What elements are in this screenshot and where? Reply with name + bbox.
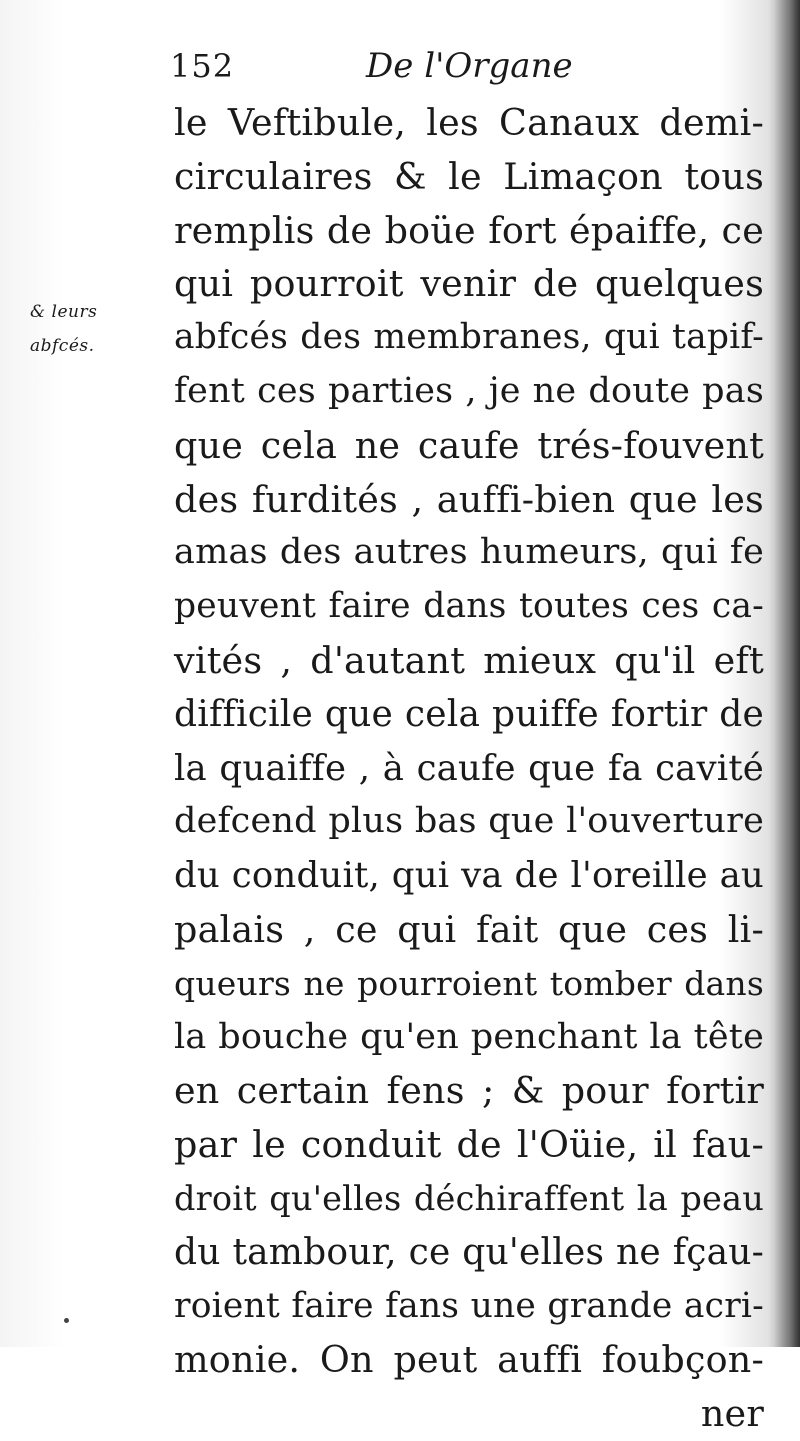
text-line: queurs ne pourroient tomber dans — [174, 963, 764, 1003]
text-line: monie. On peut auffi foubçon- — [174, 1338, 764, 1382]
text-line: le Veftibule, les Canaux demi- — [174, 101, 764, 144]
page-number: 152 — [170, 47, 235, 85]
text-line: droit qu'elles déchiraffent la peau — [174, 1178, 764, 1218]
body-text — [174, 96, 764, 1441]
text-line: amas des autres humeurs, qui fe — [174, 532, 764, 573]
text-line: remplis de boüe fort épaiffe, ce — [174, 208, 764, 252]
ink-smudge — [64, 1318, 69, 1323]
text-line: defcend plus bas que l'ouverture — [174, 801, 764, 842]
text-line: qui pourroit venir de quelques — [174, 262, 764, 306]
text-line: circulaires & le Limaçon tous — [174, 154, 764, 198]
text-line: vités , d'autant mieux qu'il eft — [174, 638, 764, 682]
page-gutter-shadow — [774, 0, 800, 1347]
text-line: la quaiffe , à caufe que fa cavité — [174, 747, 764, 789]
text-line: la bouche qu'en penchant la tête — [174, 1016, 764, 1057]
text-line: difficile que cela puiffe fortir de — [174, 693, 764, 735]
page-header — [170, 40, 600, 92]
text-line: en certain fens ; & pour fortir — [174, 1069, 764, 1113]
text-line: abfcés des membranes, qui tapif- — [174, 317, 764, 358]
text-line: des furdités , auffi-bien que les — [174, 477, 764, 521]
text-line: par le conduit de l'Oüie, il fau- — [174, 1123, 764, 1167]
text-line: que cela ne caufe trés-fouvent — [174, 423, 764, 467]
text-line: du conduit, qui va de l'oreille au — [174, 855, 764, 897]
text-line: peuvent faire dans toutes ces ca- — [174, 586, 764, 627]
text-line: palais , ce qui fait que ces li- — [174, 907, 764, 951]
running-title: De l'Organe — [366, 46, 573, 86]
text-line: fent ces parties , je ne doute pas — [174, 370, 764, 411]
margin-note — [30, 295, 160, 363]
text-line: du tambour, ce qu'elles ne fçau- — [174, 1231, 764, 1273]
margin-note-line: & leurs — [30, 302, 98, 322]
margin-note-line: abfcés. — [30, 336, 95, 356]
catchword: ner — [700, 1392, 764, 1436]
text-line: roient faire fans une grande acri- — [174, 1285, 764, 1326]
